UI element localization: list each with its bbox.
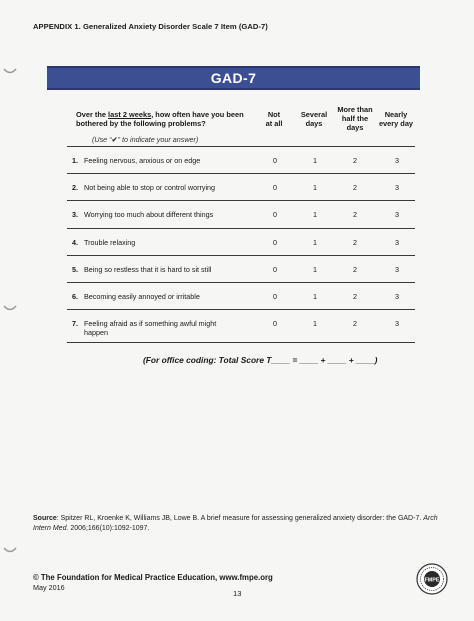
answer-hint: (Use “✔” to indicate your answer) bbox=[92, 135, 199, 144]
form-title: GAD-7 bbox=[210, 70, 257, 86]
source-citation: Source: Spitzer RL, Kroenke K, Williams JB, Lowe B. A brief measure for assessing generalized anxiety disorder: the GAD-7. Arch Intern Med. 2006;166(10):1092-1097. bbox=[33, 515, 438, 532]
source-label: Source bbox=[33, 515, 57, 522]
score-several-days[interactable]: 1 bbox=[313, 291, 317, 301]
score-nearly-every-day[interactable]: 3 bbox=[395, 264, 399, 274]
office-coding-total-score: (For office coding: Total Score T____ = ____ + ____ + ____) bbox=[143, 355, 378, 365]
column-header-several-days: Several days bbox=[300, 110, 328, 128]
item-text: Feeling afraid as if something awful might happen bbox=[84, 319, 217, 338]
footer-date: May 2016 bbox=[33, 583, 65, 592]
item-text: Not being able to stop or control worrying bbox=[84, 183, 216, 193]
score-more-than-half[interactable]: 2 bbox=[353, 183, 357, 193]
score-several-days[interactable]: 1 bbox=[313, 264, 317, 274]
page-number: 13 bbox=[233, 589, 242, 598]
score-more-than-half[interactable]: 2 bbox=[353, 210, 357, 220]
score-more-than-half[interactable]: 2 bbox=[353, 319, 357, 329]
table-row bbox=[67, 255, 415, 282]
score-several-days[interactable]: 1 bbox=[313, 156, 317, 165]
item-number: 2. bbox=[72, 183, 78, 193]
question-prompt: Over the last 2 weeks, how often have you been bothered by the following problems? bbox=[76, 110, 244, 128]
footer-organization: © The Foundation for Medical Practice Education, www.fmpe.org bbox=[33, 573, 273, 582]
time-period: last 2 weeks bbox=[108, 110, 152, 119]
binder-hole-icon bbox=[3, 66, 17, 76]
score-more-than-half[interactable]: 2 bbox=[353, 291, 357, 301]
score-several-days[interactable]: 1 bbox=[313, 210, 317, 220]
item-text: Feeling nervous, anxious or on edge bbox=[84, 156, 201, 165]
table-row bbox=[67, 309, 415, 343]
item-number: 5. bbox=[72, 264, 78, 274]
item-number: 4. bbox=[72, 237, 78, 247]
items-table bbox=[67, 146, 415, 343]
item-text: Trouble relaxing bbox=[84, 237, 136, 247]
score-nearly-every-day[interactable]: 3 bbox=[395, 291, 399, 301]
item-number: 1. bbox=[72, 156, 78, 165]
table-row bbox=[67, 228, 415, 255]
score-not-at-all[interactable]: 0 bbox=[273, 264, 277, 274]
item-number: 6. bbox=[72, 291, 78, 301]
score-nearly-every-day[interactable]: 3 bbox=[395, 210, 399, 220]
score-several-days[interactable]: 1 bbox=[313, 237, 317, 247]
seal-text: FMPE bbox=[424, 577, 440, 584]
score-nearly-every-day[interactable]: 3 bbox=[395, 183, 399, 193]
score-not-at-all[interactable]: 0 bbox=[273, 183, 277, 193]
table-row bbox=[67, 146, 415, 173]
table-row bbox=[67, 173, 415, 200]
table-row bbox=[67, 200, 415, 227]
score-not-at-all[interactable]: 0 bbox=[273, 291, 277, 301]
column-header-more-than-half: More than half the days bbox=[337, 105, 373, 132]
binder-hole-icon bbox=[3, 545, 17, 555]
item-text: Being so restless that it is hard to sit still bbox=[84, 264, 212, 274]
score-nearly-every-day[interactable]: 3 bbox=[395, 237, 399, 247]
score-not-at-all[interactable]: 0 bbox=[273, 156, 277, 165]
score-nearly-every-day[interactable]: 3 bbox=[395, 156, 399, 165]
score-several-days[interactable]: 1 bbox=[313, 183, 317, 193]
score-not-at-all[interactable]: 0 bbox=[273, 210, 277, 220]
column-header-not-at-all: Not at all bbox=[265, 110, 283, 128]
item-number: 7. bbox=[72, 319, 78, 329]
item-text: Becoming easily annoyed or irritable bbox=[84, 291, 200, 301]
check-mark-icon: ✔ bbox=[111, 135, 118, 144]
score-more-than-half[interactable]: 2 bbox=[353, 264, 357, 274]
fmpe-seal-icon bbox=[416, 563, 448, 595]
binder-hole-icon bbox=[3, 303, 17, 313]
journal-name: Arch Intern Med. bbox=[33, 515, 438, 532]
score-more-than-half[interactable]: 2 bbox=[353, 156, 357, 165]
score-not-at-all[interactable]: 0 bbox=[273, 237, 277, 247]
table-row bbox=[67, 282, 415, 309]
score-nearly-every-day[interactable]: 3 bbox=[395, 319, 399, 329]
item-number: 3. bbox=[72, 210, 78, 220]
score-not-at-all[interactable]: 0 bbox=[273, 319, 277, 329]
score-several-days[interactable]: 1 bbox=[313, 319, 317, 329]
item-text: Worrying too much about different things bbox=[84, 210, 214, 220]
score-more-than-half[interactable]: 2 bbox=[353, 237, 357, 247]
appendix-title: APPENDIX 1. Generalized Anxiety Disorder Scale 7 Item (GAD-7) bbox=[33, 22, 268, 31]
form-title-banner bbox=[47, 66, 420, 90]
column-header-nearly-every-day: Nearly every day bbox=[378, 110, 414, 128]
